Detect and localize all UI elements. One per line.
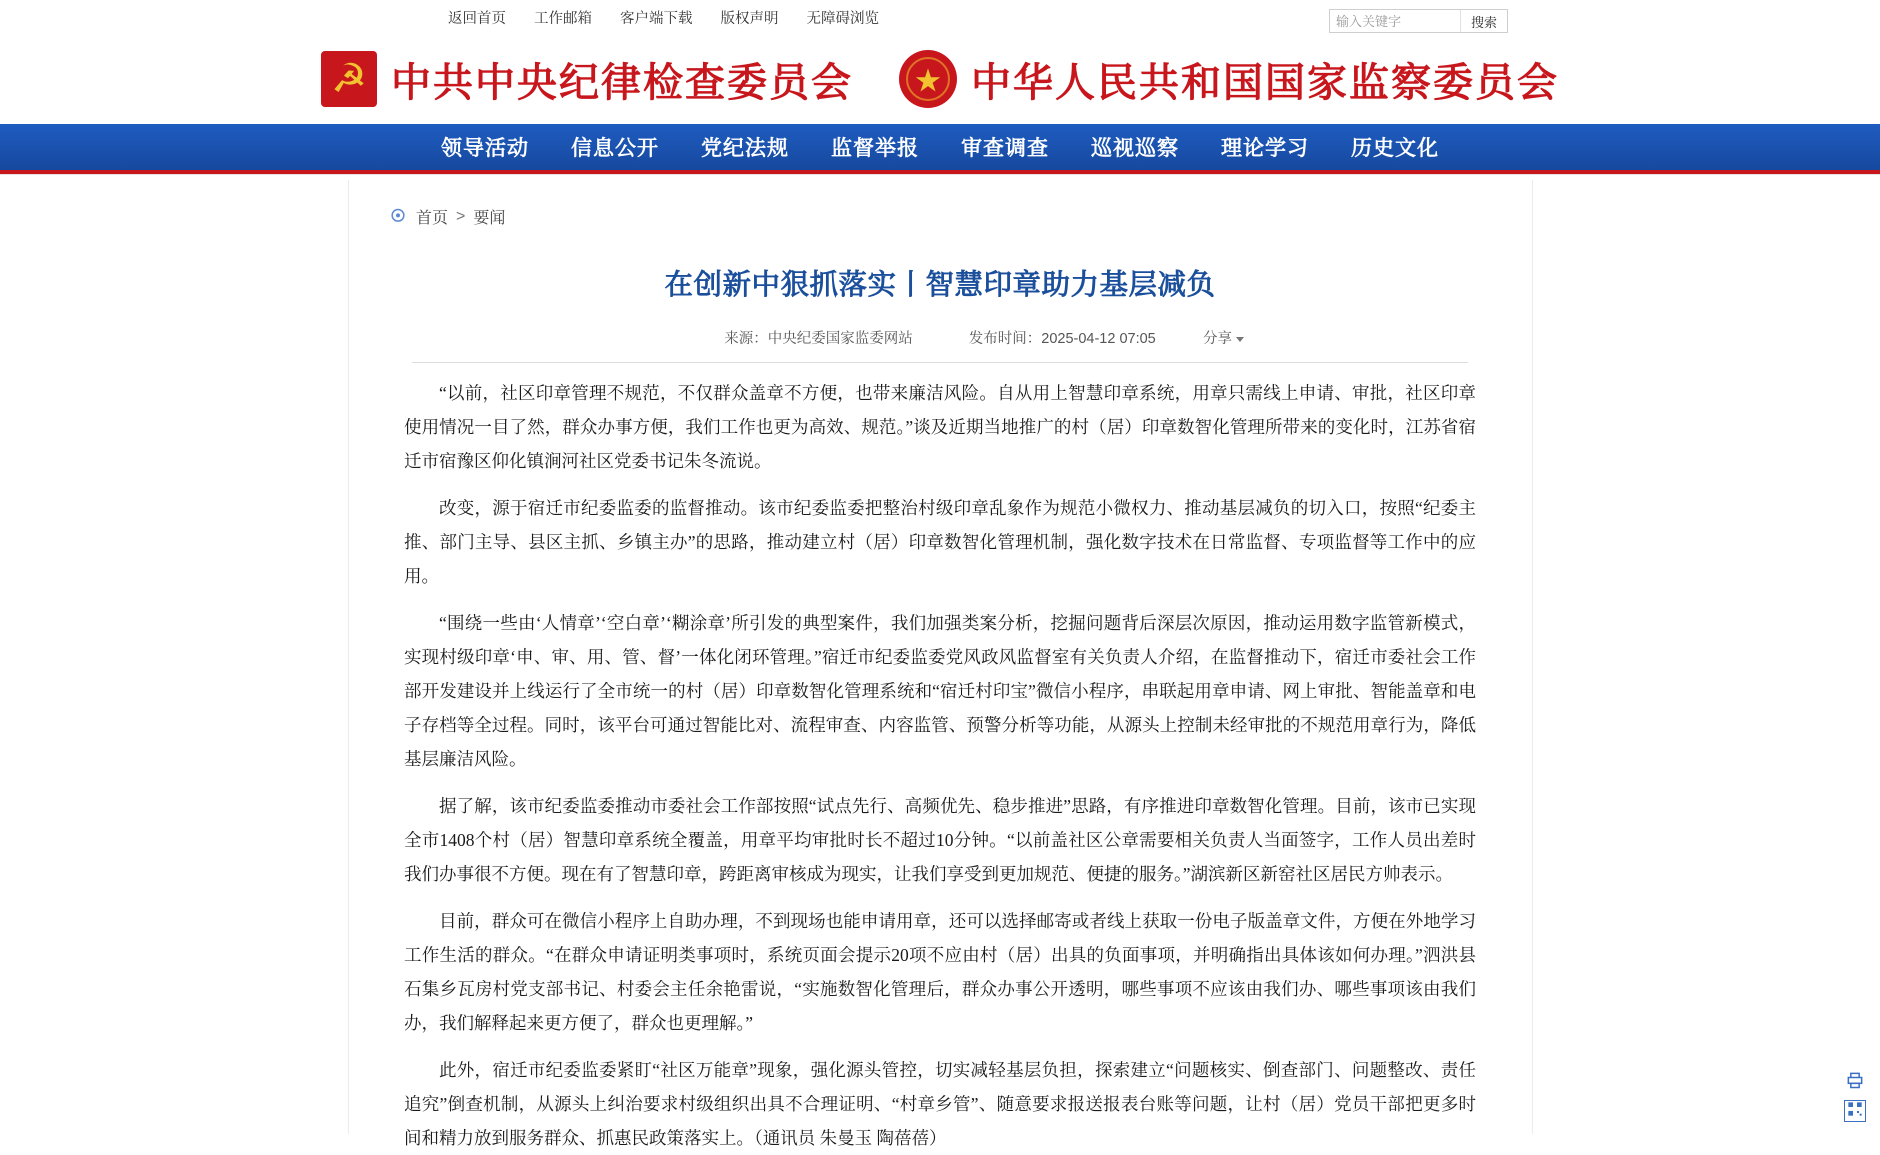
content-wrap [370, 175, 1510, 1155]
link-app-download[interactable]: 客户端下载 [620, 10, 693, 27]
article-body [404, 376, 1476, 1155]
article-paragraph: “围绕一些由‘人情章’‘空白章’‘糊涂章’所引发的典型案件，我们加强类案分析，挖掘问题背后深层次原因，推动运用数字监管新模式，实现村级印章‘申、审、用、管、督’一体化闭环管理。”宿迁市纪委监委党风政风监督室有关负责人介绍，在监督推动下，宿迁市委社会工作部开发建设并上线运行了全市统一的村（居）印章数智化管理系统和“宿迁村印宝”微信小程序，串联起用章申请、网上审批、智能盖章和电子存档等全过程。同时，该平台可通过智能比对、流程审查、内容监管、预警分析等功能，从源头上控制未经审批的不规范用章行为，降低基层廉洁风险。 [404, 613, 1476, 769]
article-publish-time: 发布时间：2025-04-12 07:05 [968, 331, 1156, 347]
article-meta [404, 327, 1476, 362]
main-nav [0, 124, 1880, 170]
nav-item-reporting[interactable]: 监督举报 [831, 136, 919, 160]
location-pin-icon [388, 207, 408, 227]
article-paragraph: 改变，源于宿迁市纪委监委的监督推动。该市纪委监委把整治村级印章乱象作为规范小微权力、推动基层减负的切入口，按照“纪委主推、部门主导、县区主抓、乡镇主办”的思路，推动建立村（居）印章数智化管理机制，强化数字技术在日常监督、专项监督等工作中的应用。 [404, 498, 1476, 586]
breadcrumb-home[interactable]: 首页 [416, 210, 449, 227]
nav-item-history[interactable]: 历史文化 [1351, 136, 1439, 160]
nav-item-theory[interactable]: 理论学习 [1221, 136, 1309, 160]
nav-item-disclosure[interactable]: 信息公开 [571, 136, 659, 160]
utility-bar [0, 0, 1880, 34]
breadcrumb-separator: > [456, 207, 466, 225]
link-home[interactable]: 返回首页 [448, 10, 506, 27]
article-source: 来源：中央纪委国家监委网站 [724, 331, 913, 347]
article-paragraph: “以前，社区印章管理不规范，不仅群众盖章不方便，也带来廉洁风险。自从用上智慧印章系统，用章只需线上申请、审批，社区印章使用情况一目了然，群众办事方便，我们工作也更为高效、规范。”谈及近期当地推广的村（居）印章数智化管理所带来的变化时，江苏省宿迁市宿豫区仰化镇涧河社区党委书记朱冬流说。 [404, 383, 1476, 471]
brand-nsc[interactable] [899, 50, 1559, 108]
search-input[interactable] [1330, 10, 1460, 32]
qr-code-icon[interactable] [1844, 1100, 1866, 1122]
brand-ccdi-text: 中共中央纪律检查委员会 [391, 59, 853, 105]
nav-item-investigation[interactable]: 审查调查 [961, 136, 1049, 160]
article-paragraph: 目前，群众可在微信小程序上自助办理，不到现场也能申请用章，还可以选择邮寄或者线上获取一份电子版盖章文件，方便在外地学习工作生活的群众。“在群众申请证明类事项时，系统页面会提示20项不应由村（居）出具的负面事项，并明确指出具体该如何办理。”泗洪县石集乡瓦房村党支部书记、村委会主任余艳雷说，“实施数智化管理后，群众办事公开透明，哪些事项不应该由我们办、哪些事项该由我们办，我们解释起来更方便了，群众也更理解。” [404, 911, 1476, 1033]
meta-divider [412, 362, 1468, 363]
print-icon[interactable] [1844, 1070, 1866, 1092]
floating-tools [1844, 1070, 1866, 1122]
share-button[interactable]: 分享 [1203, 327, 1244, 348]
breadcrumb [370, 195, 1510, 242]
article-paragraph: 据了解，该市纪委监委推动市委社会工作部按照“试点先行、高频优先、稳步推进”思路，有序推进印章数智化管理。目前，该市已实现全市1408个村（居）智慧印章系统全覆盖，用章平均审批时长不超过10分钟。“以前盖社区公章需要相关负责人当面签字，工作人员出差时我们办事很不方便。现在有了智慧印章，跨距离审核成为现实，让我们享受到更加规范、便捷的服务。”湖滨新区新窑社区居民方帅表示。 [404, 796, 1476, 884]
national-emblem: ★ [899, 50, 957, 108]
article-paragraph: 此外，宿迁市纪委监委紧盯“社区万能章”现象，强化源头管控，切实减轻基层负担，探索建立“问题核实、倒查部门、问题整改、责任追究”倒查机制，从源头上纠治要求村级组织出具不合理证明、“村章乡管”、随意要求报送报表台账等问题，让村（居）党员干部把更多时间和精力放到服务群众、抓惠民政策落实上。（通讯员 朱曼玉 陶蓓蓓） [404, 1060, 1476, 1148]
link-work-mail[interactable]: 工作邮箱 [534, 10, 592, 27]
right-rail [1532, 180, 1533, 1134]
link-copyright[interactable]: 版权声明 [720, 10, 779, 27]
search-button[interactable]: 搜索 [1460, 10, 1507, 32]
masthead [0, 34, 1880, 124]
left-rail [348, 180, 349, 1134]
breadcrumb-current[interactable]: 要闻 [473, 210, 506, 227]
page-title: 在创新中狠抓落实丨智慧印章助力基层减负 [664, 270, 1216, 301]
brand-ccdi[interactable] [321, 51, 853, 108]
nav-item-leadership[interactable]: 领导活动 [441, 136, 529, 160]
hammer-sickle-emblem: ☭ [321, 51, 377, 107]
search-box[interactable] [1329, 9, 1508, 33]
nav-item-regulations[interactable]: 党纪法规 [701, 136, 789, 160]
link-accessibility[interactable]: 无障碍浏览 [806, 10, 879, 27]
chevron-down-icon [1236, 337, 1244, 342]
nav-item-inspection[interactable]: 巡视巡察 [1091, 136, 1179, 160]
brand-nsc-text: 中华人民共和国国家监察委员会 [971, 59, 1559, 105]
article [370, 262, 1510, 1155]
